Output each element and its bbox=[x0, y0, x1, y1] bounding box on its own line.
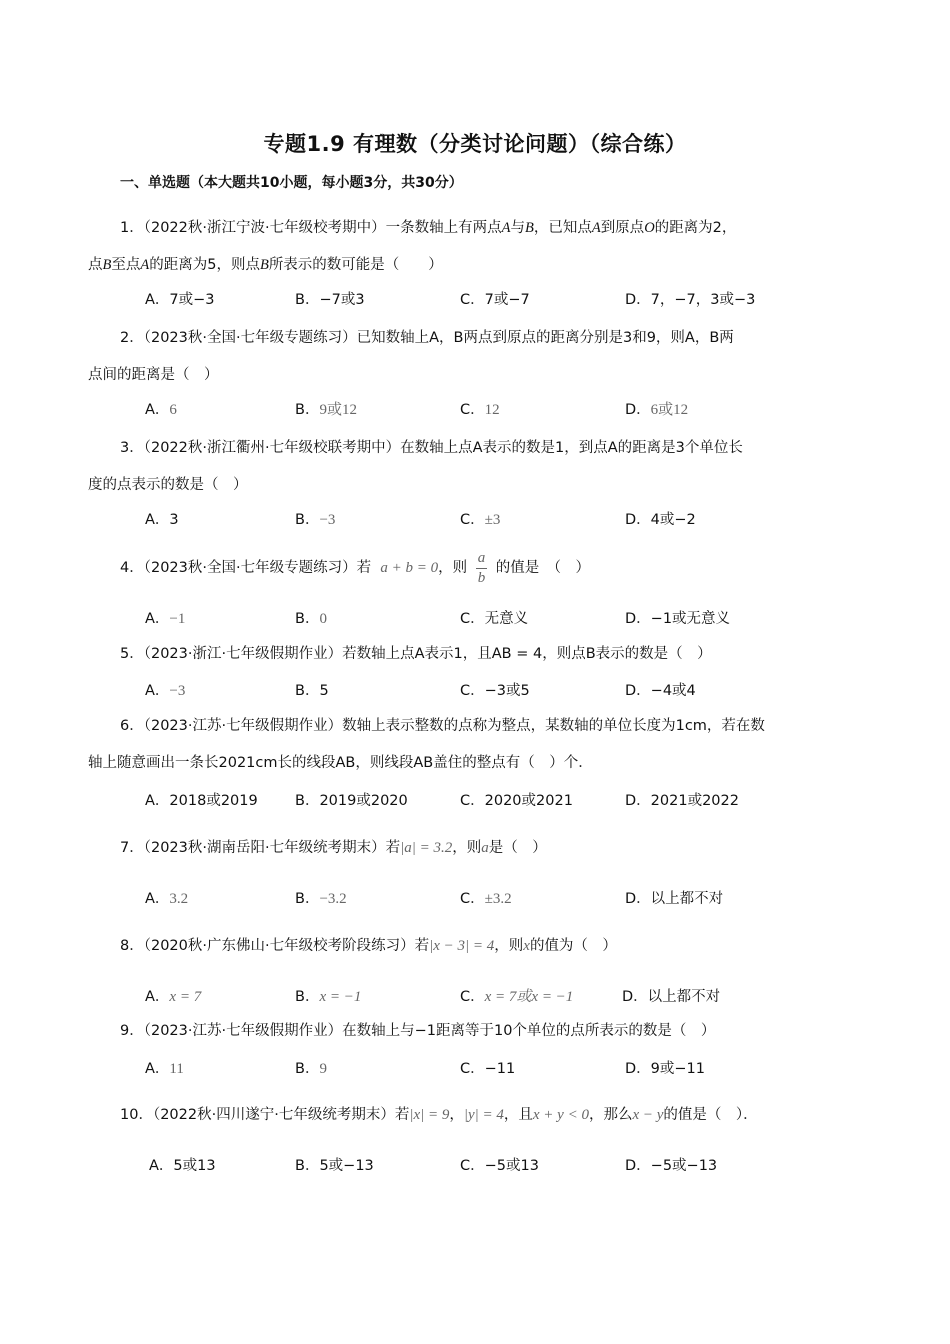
option-b[interactable]: B．0 bbox=[295, 611, 327, 627]
question-source: （2023·江苏·七年级假期作业） bbox=[143, 718, 343, 734]
option-a[interactable]: A．5或13 bbox=[149, 1158, 216, 1174]
option-b[interactable]: B．−3.2 bbox=[295, 891, 347, 907]
options-8 bbox=[145, 985, 865, 1009]
question-source: （2023·江苏·七年级假期作业） bbox=[143, 1023, 343, 1039]
option-d[interactable]: D．2021或2022 bbox=[625, 793, 739, 809]
option-c[interactable]: C．x = 7或x = −1 bbox=[460, 989, 574, 1005]
question-source: （2022秋·浙江宁波·七年级校考期中） bbox=[143, 220, 386, 236]
option-b[interactable]: B．5或−13 bbox=[295, 1158, 374, 1174]
question-2: 2．（2023秋·全国·七年级专题练习）已知数轴上A，B两点到原点的距离分别是3和9，则A，B两 点间的距离是（ ） bbox=[88, 330, 734, 383]
option-a[interactable]: A．7或−3 bbox=[145, 292, 215, 308]
option-b[interactable]: B．9或12 bbox=[295, 402, 357, 418]
option-c[interactable]: C．±3 bbox=[460, 512, 501, 528]
question-source: （2023秋·全国·七年级专题练习） bbox=[143, 560, 357, 576]
options-7 bbox=[145, 887, 865, 911]
question-number: 1． bbox=[120, 220, 144, 236]
fraction-a-over-b: $\frac{a}{b}$ bbox=[477, 549, 486, 586]
section-heading: 一、单选题（本大题共10小题，每小题3分，共30分） bbox=[120, 175, 463, 191]
option-c[interactable]: C．无意义 bbox=[460, 611, 529, 627]
question-7: 7．（2023秋·湖南岳阳·七年级统考期末）若|a| = 3.2，则a是（ ） bbox=[120, 840, 547, 856]
question-source: （2022秋·浙江衢州·七年级校联考期中） bbox=[143, 440, 401, 456]
option-c[interactable]: C．−5或13 bbox=[460, 1158, 539, 1174]
option-a[interactable]: A．2018或2019 bbox=[145, 793, 258, 809]
option-d[interactable]: D．以上都不对 bbox=[625, 891, 724, 907]
option-a[interactable]: A．−1 bbox=[145, 611, 186, 627]
question-number: 5． bbox=[120, 646, 144, 662]
option-c[interactable]: C．12 bbox=[460, 402, 500, 418]
question-number: 10． bbox=[120, 1107, 153, 1123]
question-source: （2023·浙江·七年级假期作业） bbox=[143, 646, 343, 662]
option-a[interactable]: A．−3 bbox=[145, 683, 186, 699]
question-4: 4．（2023秋·全国·七年级专题练习）若 a + b = 0，则 $\frac{a}{b}$ 的值是 （ ） bbox=[120, 549, 591, 586]
question-source: （2023秋·全国·七年级专题练习） bbox=[143, 330, 357, 346]
option-c[interactable]: C．−11 bbox=[460, 1061, 516, 1077]
option-b[interactable]: B．2019或2020 bbox=[295, 793, 408, 809]
question-8: 8．（2020秋·广东佛山·七年级校考阶段练习）若|x − 3| = 4，则x的值为（ ） bbox=[120, 938, 617, 954]
question-number: 8． bbox=[120, 938, 144, 954]
question-source: （2023秋·湖南岳阳·七年级统考期末） bbox=[143, 840, 386, 856]
options-5 bbox=[145, 679, 865, 703]
option-a[interactable]: A．x = 7 bbox=[145, 989, 202, 1005]
option-d[interactable]: D．−4或4 bbox=[625, 683, 696, 699]
option-b[interactable]: B．−7或3 bbox=[295, 292, 365, 308]
option-c[interactable]: C．−3或5 bbox=[460, 683, 530, 699]
question-number: 7． bbox=[120, 840, 144, 856]
option-a[interactable]: A．3.2 bbox=[145, 891, 189, 907]
question-number: 4． bbox=[120, 560, 144, 576]
question-10: 10．（2022秋·四川遂宁·七年级统考期末）若|x| = 9，|y| = 4，且x + y < 0，那么x − y的值是（ ）． bbox=[120, 1107, 758, 1123]
options-3 bbox=[145, 508, 865, 532]
question-1: 1．（2022秋·浙江宁波·七年级校考期中）一条数轴上有两点A与B，已知点A到原点O的距离为2， 点B至点A的距离为5，则点B所表示的数可能是（ ） bbox=[88, 220, 737, 273]
question-3: 3．（2022秋·浙江衢州·七年级校联考期中）在数轴上点A表示的数是1，到点A的距离是3个单位长 度的点表示的数是（ ） bbox=[88, 440, 743, 493]
question-source: （2020秋·广东佛山·七年级校考阶段练习） bbox=[143, 938, 415, 954]
option-c[interactable]: C．7或−7 bbox=[460, 292, 530, 308]
question-source: （2022秋·四川遂宁·七年级统考期末） bbox=[152, 1107, 395, 1123]
options-6 bbox=[145, 789, 865, 813]
option-a[interactable]: A．3 bbox=[145, 512, 179, 528]
option-d[interactable]: D．6或12 bbox=[625, 402, 689, 418]
option-d[interactable]: D．4或−2 bbox=[625, 512, 696, 528]
option-b[interactable]: B．−3 bbox=[295, 512, 336, 528]
question-number: 9． bbox=[120, 1023, 144, 1039]
option-d[interactable]: D．−1或无意义 bbox=[625, 611, 731, 627]
question-6: 6．（2023·江苏·七年级假期作业）数轴上表示整数的点称为整点，某数轴的单位长度为1cm，若在数 轴上随意画出一条长2021cm长的线段AB，则线段AB盖住的整点有（ ）个． bbox=[88, 718, 765, 771]
question-5: 5．（2023·浙江·七年级假期作业）若数轴上点A表示1，且AB = 4，则点B表示的数是（ ） bbox=[120, 646, 712, 662]
option-c[interactable]: C．2020或2021 bbox=[460, 793, 573, 809]
options-1 bbox=[145, 288, 865, 312]
option-b[interactable]: B．x = −1 bbox=[295, 989, 362, 1005]
question-number: 2． bbox=[120, 330, 144, 346]
question-9: 9．（2023·江苏·七年级假期作业）在数轴上与−1距离等于10个单位的点所表示的数是（ ） bbox=[120, 1023, 716, 1039]
option-d[interactable]: D．以上都不对 bbox=[622, 989, 721, 1005]
option-d[interactable]: D．−5或−13 bbox=[625, 1158, 718, 1174]
options-2 bbox=[145, 398, 865, 422]
option-d[interactable]: D．9或−11 bbox=[625, 1061, 705, 1077]
question-number: 6． bbox=[120, 718, 144, 734]
option-a[interactable]: A．11 bbox=[145, 1061, 184, 1077]
options-4 bbox=[145, 607, 865, 631]
option-b[interactable]: B．5 bbox=[295, 683, 329, 699]
option-a[interactable]: A．6 bbox=[145, 402, 177, 418]
question-number: 3． bbox=[120, 440, 144, 456]
page-title: 专题1.9 有理数（分类讨论问题）（综合练） bbox=[263, 132, 687, 156]
option-d[interactable]: D．7，−7，3或−3 bbox=[625, 292, 756, 308]
options-10 bbox=[145, 1154, 865, 1178]
option-c[interactable]: C．±3.2 bbox=[460, 891, 512, 907]
options-9 bbox=[145, 1057, 865, 1081]
option-b[interactable]: B．9 bbox=[295, 1061, 327, 1077]
